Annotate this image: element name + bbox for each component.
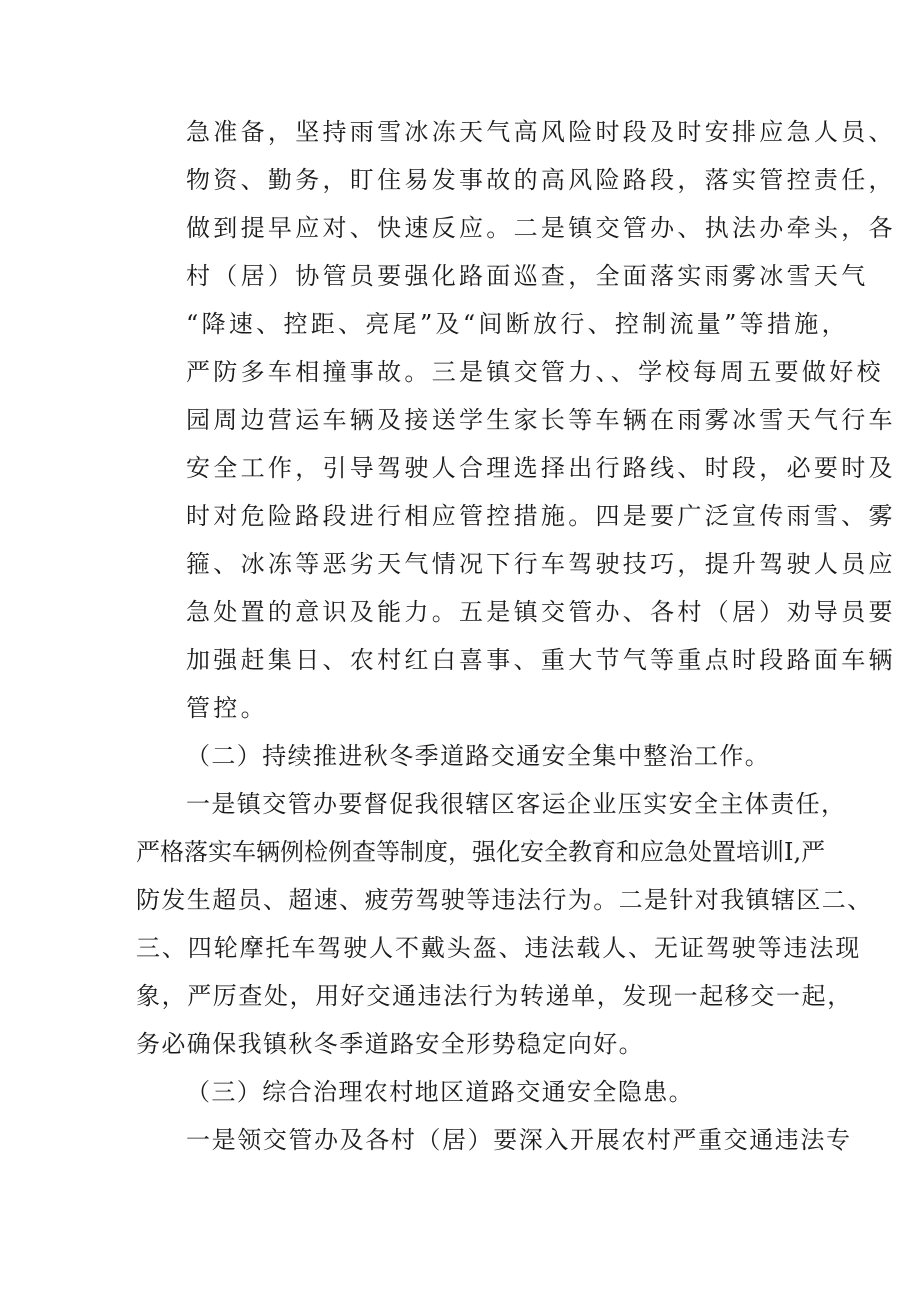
paragraph-line: 箍、冰冻等恶劣天气情况下行车驾驶技巧，提升驾驶人员应 bbox=[186, 550, 896, 578]
paragraph-line: 防发生超员、超速、疲劳驾驶等违法行为。二是针对我镇辖区二、 bbox=[136, 886, 873, 914]
paragraph-line: 安全工作，引导驾驶人合理选择出行路线、时段，必要时及 bbox=[186, 454, 896, 482]
paragraph-line: 象，严厉查处，用好交通违法行为转递单，发现一起移交一起， bbox=[136, 982, 853, 1010]
paragraph-line: 务必确保我镇秋冬季道路安全形势稳定向好。 bbox=[136, 1030, 644, 1058]
paragraph-line: 三、四轮摩托车驾驶人不戴头盔、违法载人、无证驾驶等违法现 bbox=[136, 934, 862, 962]
paragraph-line: 村（居）协管员要强化路面巡查，全面落实雨雾冰雪天气 bbox=[186, 262, 869, 290]
section-heading-2: （二）持续推进秋冬季道路交通安全集中整治工作。 bbox=[186, 742, 771, 770]
paragraph-line: “降速、控距、亮尾”及“间断放行、控制流量”等措施， bbox=[186, 310, 849, 338]
paragraph-line: 做到提早应对、快速反应。二是镇交管办、执法办牵头，各 bbox=[186, 214, 896, 242]
paragraph-line: 时对危险路段进行相应管控措施。四是要广泛宣传雨雪、雾 bbox=[186, 502, 896, 530]
paragraph-line: 加强赶集日、农村红白喜事、重大节气等重点时段路面车辆 bbox=[186, 646, 896, 674]
paragraph-line: 一是领交管办及各村（居）要深入开展农村严重交通违法专 bbox=[186, 1126, 852, 1154]
section-heading-3: （三）综合治理农村地区道路交通安全隐患。 bbox=[186, 1078, 694, 1106]
paragraph-line: 严格落实车辆例检例查等制度，强化安全教育和应急处置培训I,严 bbox=[136, 838, 826, 866]
paragraph-line: 园周边营运车辆及接送学生家长等车辆在雨雾冰雪天气行车 bbox=[186, 406, 896, 434]
paragraph-line: 一是镇交管办要督促我很辖区客运企业压实安全主体责任， bbox=[186, 790, 847, 818]
paragraph-line: 急处置的意识及能力。五是镇交管办、各村（居）劝导员要 bbox=[186, 598, 896, 626]
paragraph-line: 物资、勤务，盯住易发事故的高风险路段，落实管控责任， bbox=[186, 166, 896, 194]
paragraph-line: 管控。 bbox=[186, 694, 268, 722]
paragraph-line: 急准备，坚持雨雪冰冻天气高风险时段及时安排应急人员、 bbox=[186, 118, 896, 146]
paragraph-line: 严防多车相撞事故。三是镇交管力、、学校每周五要做好校 bbox=[186, 358, 884, 386]
